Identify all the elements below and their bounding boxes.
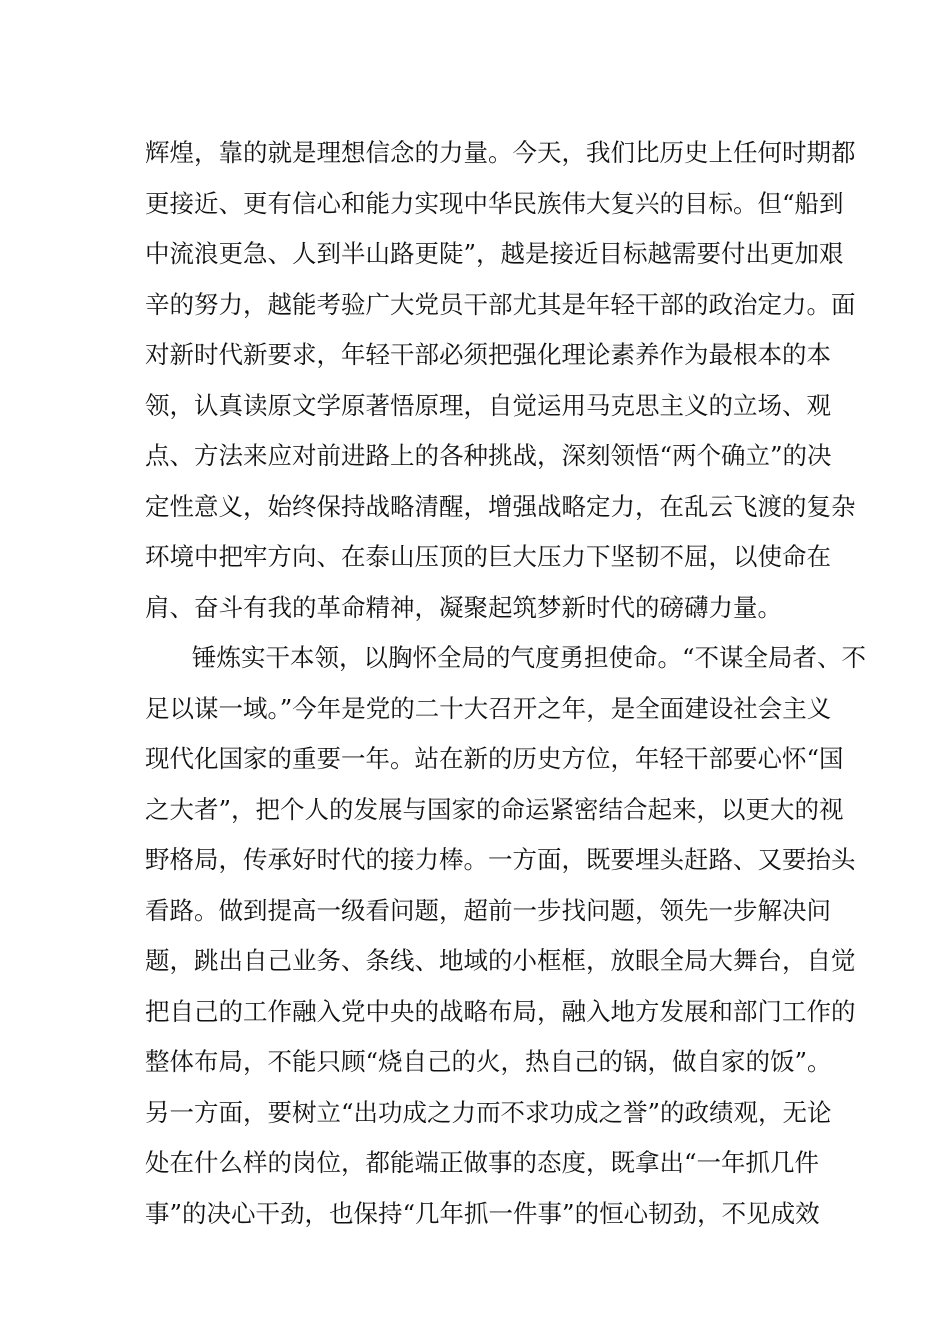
text-line: 处在什么样的岗位，都能端正做事的态度，既拿出“一年抓几件 — [145, 1148, 820, 1177]
text-line: 另一方面，要树立“出功成之力而不求功成之誉”的政绩观，无论 — [145, 1097, 832, 1127]
text-line: 环境中把牢方向、在泰山压顶的巨大压力下坚韧不屈，以使命在 — [145, 542, 831, 571]
text-line: 肩、奋斗有我的革命精神，凝聚起筑梦新时代的磅礴力量。 — [145, 592, 782, 622]
text-line: 点、方法来应对前进路上的各种挑战，深刻领悟“两个确立”的决 — [145, 441, 832, 470]
text-line: 看路。做到提高一级看问题，超前一步找问题，领先一步解决问 — [145, 895, 831, 925]
text-line: 事”的决心干劲，也保持“几年抓一件事”的恒心韧劲，不见成效 — [145, 1198, 820, 1228]
text-line: 对新时代新要求，年轻干部必须把强化理论素养作为最根本的本 — [145, 340, 831, 369]
paragraph-first-line: 锤炼实干本领，以胸怀全局的气度勇担使命。“不谋全局者、不 — [192, 643, 867, 672]
text-line: 定性意义，始终保持战略清醒，增强战略定力，在乱云飞渡的复杂 — [145, 491, 856, 521]
text-line: 辛的努力，越能考验广大党员干部尤其是年轻干部的政治定力。面 — [145, 289, 856, 319]
text-line: 更接近、更有信心和能力实现中华民族伟大复兴的目标。但“船到 — [145, 188, 844, 218]
text-line: 辉煌，靠的就是理想信念的力量。今天，我们比历史上任何时期都 — [145, 138, 856, 167]
text-line: 之大者”，把个人的发展与国家的命运紧密结合起来，以更大的视 — [145, 794, 844, 824]
text-line: 题，跳出自己业务、条线、地域的小框框，放眼全局大舞台，自觉 — [145, 946, 856, 975]
text-line: 领，认真读原文学原著悟原理，自觉运用马克思主义的立场、观 — [145, 390, 831, 420]
text-line: 整体布局，不能只顾“烧自己的火，热自己的锅，做自家的饭”。 — [145, 1047, 832, 1076]
text-line: 足以谋一域。”今年是党的二十大召开之年，是全面建设社会主义 — [145, 693, 832, 723]
text-line: 把自己的工作融入党中央的战略布局，融入地方发展和部门工作的 — [145, 996, 856, 1026]
text-line: 野格局，传承好时代的接力棒。一方面，既要埋头赶路、又要抬头 — [145, 845, 856, 874]
text-line: 中流浪更急、人到半山路更陡”，越是接近目标越需要付出更加艰 — [145, 239, 844, 268]
body-text — [145, 128, 867, 1239]
text-line: 现代化国家的重要一年。站在新的历史方位，年轻干部要心怀“国 — [145, 744, 844, 773]
